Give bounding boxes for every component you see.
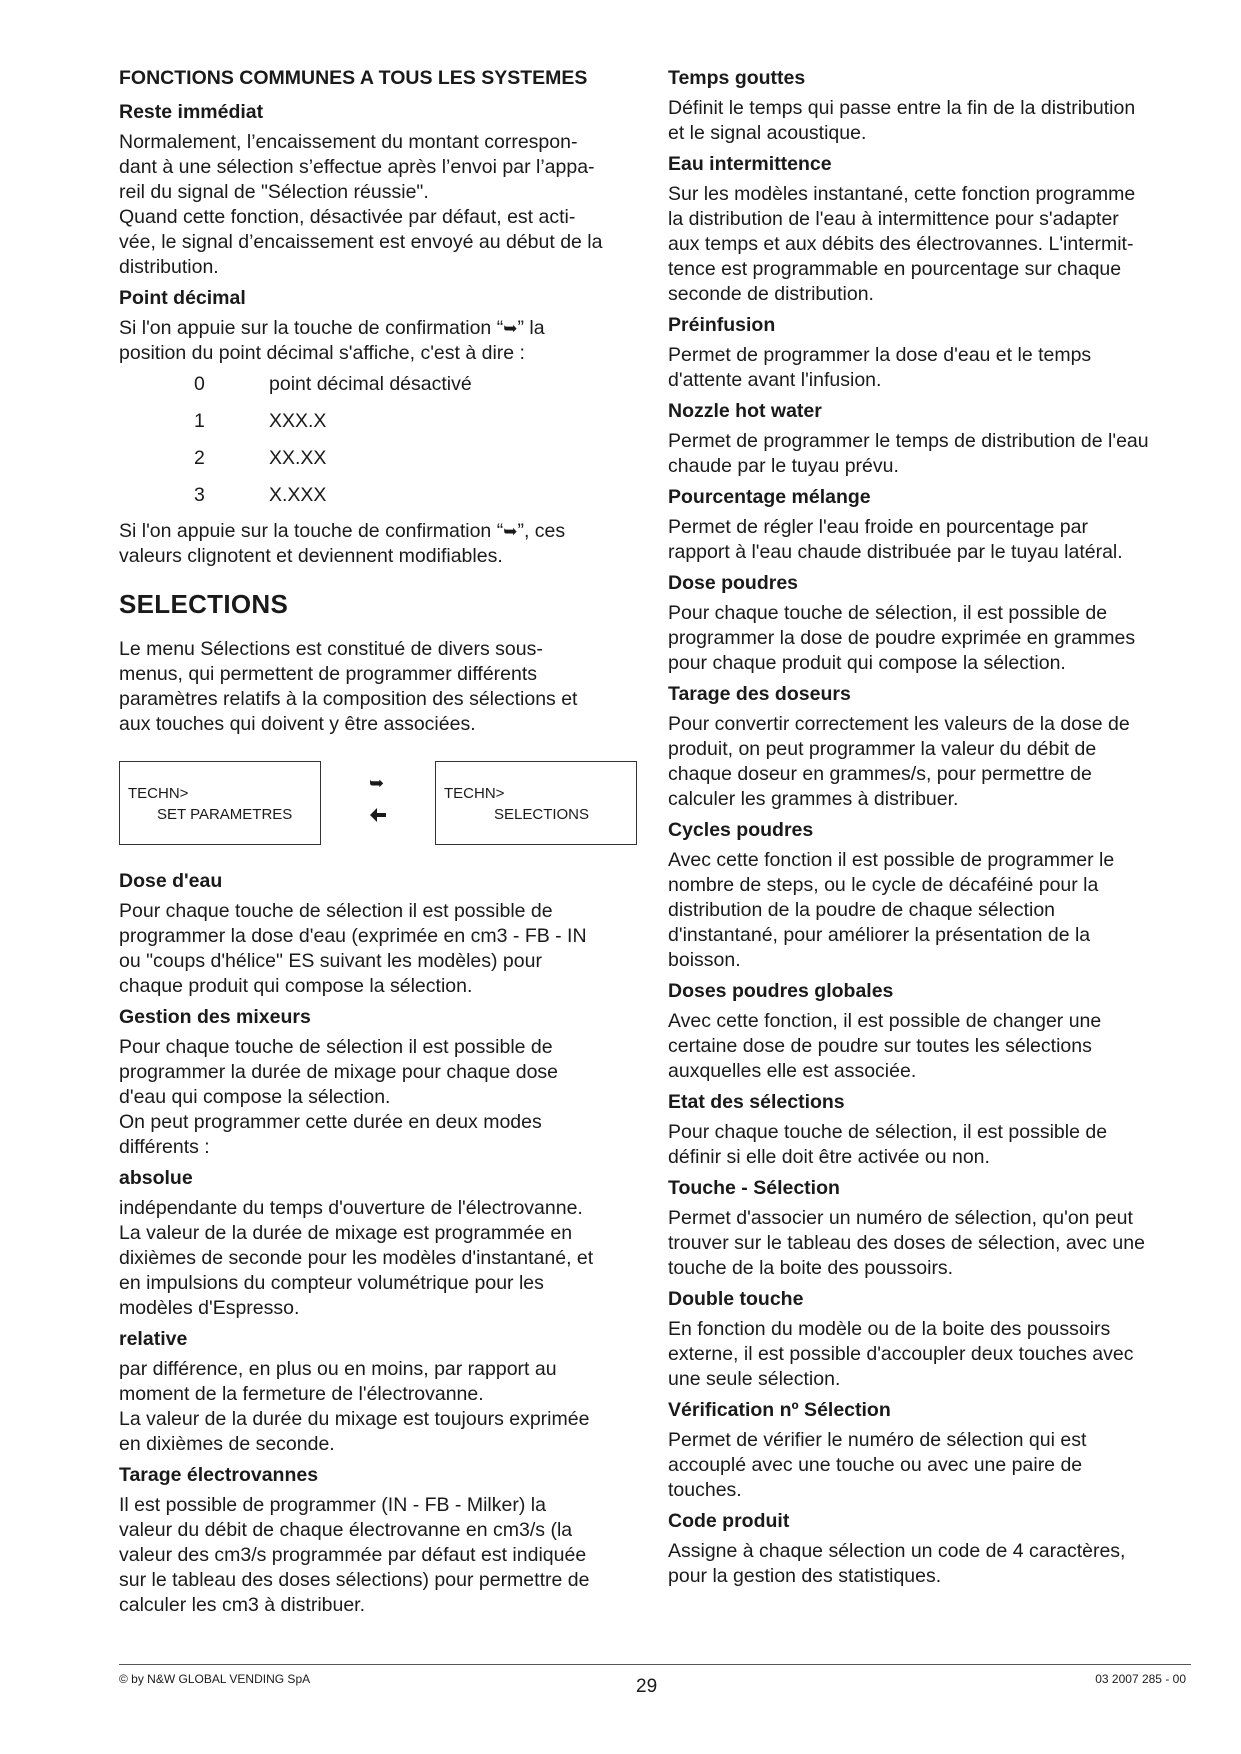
section-text: Sur les modèles instantané, cette fonction programme la distribution de l'eau à intermittence pour s'adapter aux temps et aux débits des électrovannes. L'intermit- tence est programmable en pourcentage sur chaque seconde de distribution. <box>668 183 1136 305</box>
left-column <box>119 66 639 1624</box>
absolue-text: indépendante du temps d'ouverture de l'électrovanne. La valeur de la durée de mixage est programmée en dixièmes de seconde pour les modèles d'instantané, et en impulsions du compteur volumétrique pour les modèles d'Espresso. <box>119 1197 594 1319</box>
menu-box-selections: TECHN> SELECTIONS <box>435 761 637 845</box>
section-title: Code produit <box>668 1510 790 1532</box>
tarage-ev-title: Tarage électrovannes <box>119 1464 319 1486</box>
arrow-right-icon: ➥ <box>369 773 385 793</box>
section-text: Permet de programmer le temps de distribution de l'eau chaude par le tuyau prévu. <box>668 430 1149 477</box>
section-text: Définit le temps qui passe entre la fin de la distribution et le signal acoustique. <box>668 97 1136 144</box>
dose-eau-title: Dose d'eau <box>119 870 223 892</box>
section-text: En fonction du modèle ou de la boite des poussoirs externe, il est possible d'accoupler deux touches avec une seule sélection. <box>668 1318 1134 1390</box>
arrow-left-icon <box>369 807 387 828</box>
decimal-list <box>119 372 639 513</box>
footer-divider <box>119 1664 1191 1665</box>
footer-copyright: © by N&W GLOBAL VENDING SpA <box>119 1672 311 1686</box>
selections-text: Le menu Sélections est constitué de divers sous- menus, qui permettent de programmer différents paramètres relatifs à la composition des sélections et aux touches qui doivent y être associées. <box>119 638 578 735</box>
section-title: Tarage des doseurs <box>668 683 851 705</box>
section-text: Avec cette fonction, il est possible de changer une certaine dose de poudre sur toutes les sélections auxquelles elle est associée. <box>668 1010 1102 1082</box>
main-heading: FONCTIONS COMMUNES A TOUS LES SYSTEMES <box>119 67 588 89</box>
section-title: Cycles poudres <box>668 819 814 841</box>
list-item: 1 XXX.X <box>194 410 327 432</box>
section-text: Pour chaque touche de sélection, il est possible de définir si elle doit être activée ou non. <box>668 1121 1108 1168</box>
point-after-text: Si l'on appuie sur la touche de confirmation “➥”, ces valeurs clignotent et deviennent modifiables. <box>119 520 566 567</box>
confirm-key-icon: ➥ <box>503 319 518 338</box>
right-column <box>668 66 1193 1595</box>
section-title: Vérification nº Sélection <box>668 1399 891 1421</box>
page-number: 29 <box>636 1676 658 1697</box>
section-title: Doses poudres globales <box>668 980 894 1002</box>
doc-code: 03 2007 285 - 00 <box>1095 1672 1186 1686</box>
section-text: Avec cette fonction il est possible de programmer le nombre de steps, ou le cycle de décaféiné pour la distribution de la poudre de chaque sélection d'instantané, pour améliorer la présentation de la boisson. <box>668 849 1115 971</box>
section-title: Pourcentage mélange <box>668 486 871 508</box>
section-title: Nozzle hot water <box>668 400 822 422</box>
section-title: Etat des sélections <box>668 1091 845 1113</box>
absolue-title: absolue <box>119 1167 193 1189</box>
menu-diagram <box>119 761 639 847</box>
confirm-key-icon: ➥ <box>503 522 518 541</box>
relative-title: relative <box>119 1328 188 1350</box>
menu-box-set-parametres: TECHN> SET PARAMETRES <box>119 761 321 845</box>
dose-eau-text: Pour chaque touche de sélection il est possible de programmer la dose d'eau (exprimée en cm3 - FB - IN ou "coups d'hélice" ES suivant les modèles) pour chaque produit qui compose la sélection. <box>119 900 587 997</box>
selections-heading: SELECTIONS <box>119 589 289 619</box>
section-text: Permet d'associer un numéro de sélection, qu'on peut trouver sur le tableau des doses de sélection, avec une touche de la boite des poussoirs. <box>668 1207 1145 1279</box>
section-text: Permet de vérifier le numéro de sélection qui est accouplé avec une touche ou avec une paire de touches. <box>668 1429 1087 1501</box>
point-text: Si l'on appuie sur la touche de confirmation “➥” la position du point décimal s'affiche, c'est à dire : <box>119 317 545 364</box>
section-title: Double touche <box>668 1288 804 1310</box>
list-item: 0 point décimal désactivé <box>194 373 472 395</box>
relative-text: par différence, en plus ou en moins, par rapport au moment de la fermeture de l'électrovanne. La valeur de la durée du mixage est toujours exprimée en dixièmes de seconde. <box>119 1358 590 1455</box>
list-item: 3 X.XXX <box>194 484 327 506</box>
tarage-ev-text: Il est possible de programmer (IN - FB - Milker) la valeur du débit de chaque électrovanne en cm3/s (la valeur des cm3/s programmée par défaut est indiquée sur le tableau des doses sélections) pour permettre de calculer les cm3 à distribuer. <box>119 1494 590 1616</box>
section-text: Pour convertir correctement les valeurs de la dose de produit, on peut programmer la valeur du débit de chaque doseur en grammes/s, pour permettre de calculer les grammes à distribuer. <box>668 713 1130 810</box>
reste-title: Reste immédiat <box>119 101 264 123</box>
section-title: Eau intermittence <box>668 153 832 175</box>
reste-text: Normalement, l’encaissement du montant correspon- dant à une sélection s’effectue après l’envoi par l’appa- reil du signal de "Sélection réussie". Quand cette fonction, désactivée par défaut, est acti- vée, le signal d’encaissement est envoyé au début de la distribution. <box>119 131 603 278</box>
section-text: Permet de régler l'eau froide en pourcentage par rapport à l'eau chaude distribuée par le tuyau latéral. <box>668 516 1123 563</box>
section-text: Assigne à chaque sélection un code de 4 caractères, pour la gestion des statistiques. <box>668 1540 1126 1587</box>
mixeurs-text: Pour chaque touche de sélection il est possible de programmer la durée de mixage pour chaque dose d'eau qui compose la sélection. On peut programmer cette durée en deux modes différents : <box>119 1036 559 1158</box>
point-title: Point décimal <box>119 287 246 309</box>
mixeurs-title: Gestion des mixeurs <box>119 1006 311 1028</box>
section-text: Pour chaque touche de sélection, il est possible de programmer la dose de poudre exprimée en grammes pour chaque produit qui compose la sélection. <box>668 602 1136 674</box>
section-title: Préinfusion <box>668 314 776 336</box>
section-title: Touche - Sélection <box>668 1177 840 1199</box>
section-title: Dose poudres <box>668 572 799 594</box>
list-item: 2 XX.XX <box>194 447 327 469</box>
section-title: Temps gouttes <box>668 67 806 89</box>
section-text: Permet de programmer la dose d'eau et le temps d'attente avant l'infusion. <box>668 344 1092 391</box>
